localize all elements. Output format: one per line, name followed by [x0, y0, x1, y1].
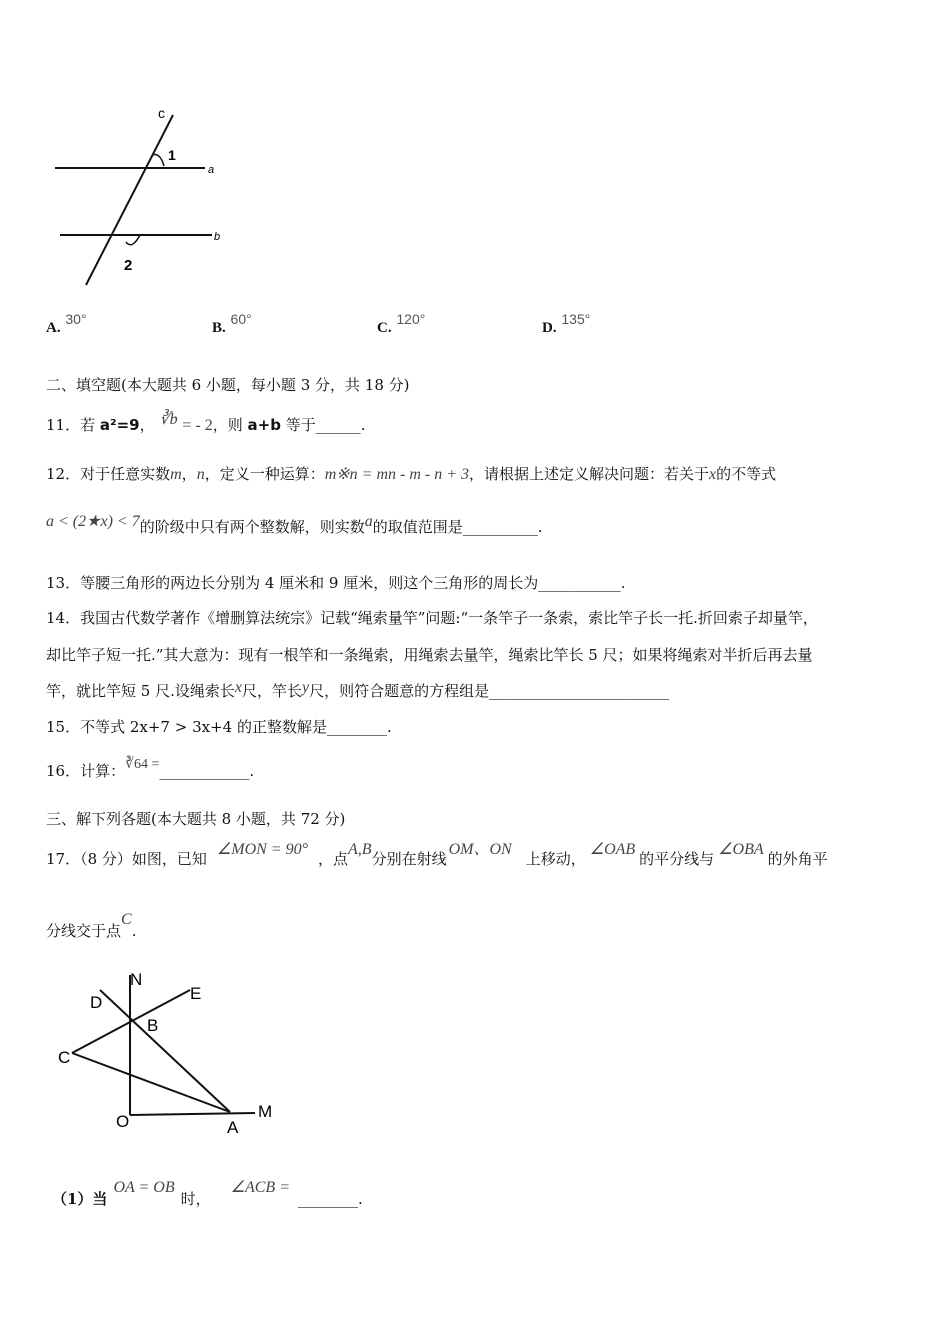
- q11-cbrt: ∛b: [159, 411, 178, 428]
- question-12-line2: [46, 513, 543, 537]
- label-2: 2: [124, 257, 133, 274]
- angle-bisector-figure: [50, 965, 290, 1140]
- q14-l3c: 尺，则符合题意的方程组是________________________: [309, 682, 670, 700]
- q12-t2: ，定义一种运算：: [204, 465, 325, 483]
- label-1: 1: [168, 147, 176, 163]
- question-15: 15．不等式 2x+7 > 3x+4 的正整数解是________.: [46, 718, 392, 736]
- q11-sep: ，: [139, 416, 155, 434]
- q17-c: C: [121, 911, 132, 928]
- line-CA: [72, 1053, 230, 1112]
- q14-l3a: 竿，就比竿短 5 尺.设绳索长: [46, 682, 235, 700]
- q12-t6: 的取值范围是__________.: [372, 518, 543, 536]
- section-2-title: 二、填空题(本大题共 6 小题，每小题 3 分，共 18 分): [46, 376, 410, 394]
- option-letter: A.: [46, 320, 61, 336]
- question-13: 13．等腰三角形的两边长分别为 4 厘米和 9 厘米，则这个三角形的周长为___________.: [46, 574, 626, 592]
- label-A: A: [227, 1118, 239, 1137]
- q11-num: 11．: [46, 416, 81, 434]
- option-value: 120°: [396, 311, 426, 327]
- option-letter: D.: [542, 320, 557, 336]
- label-O: O: [116, 1112, 130, 1131]
- option-b[interactable]: [212, 311, 252, 337]
- q17-1-post: ________.: [297, 1190, 363, 1208]
- option-value: 60°: [230, 311, 252, 327]
- label-E: E: [190, 984, 202, 1003]
- parallel-lines-figure: [40, 100, 240, 295]
- q14-x: x: [234, 679, 242, 696]
- label-D: D: [90, 993, 103, 1012]
- q17-1-pre: （1）当: [52, 1190, 108, 1208]
- question-12-line1: [46, 463, 776, 484]
- q17-1-cond: OA = OB: [113, 1179, 175, 1196]
- q12-t4: 的不等式: [716, 465, 777, 483]
- q16-pre: 16．计算：: [46, 762, 126, 780]
- label-b: b: [214, 231, 221, 243]
- q11-mid: ，则: [212, 416, 243, 434]
- question-11: [46, 411, 366, 435]
- q17-angle: ∠MON = 90°: [216, 841, 308, 858]
- q16-expr: ∛64 =: [125, 757, 160, 772]
- q12-comma: ，: [181, 465, 197, 483]
- q11-expr: a+b: [247, 416, 281, 434]
- q16-post: ____________.: [159, 762, 255, 780]
- question-16: [46, 757, 255, 781]
- q17-1-acb: ∠ACB =: [230, 1179, 290, 1196]
- label-M: M: [258, 1102, 273, 1121]
- q14-y: y: [301, 679, 310, 696]
- option-letter: C.: [377, 320, 392, 336]
- q17-ab: A,B: [348, 841, 372, 858]
- option-a[interactable]: [46, 311, 87, 337]
- question-17-line2: [46, 911, 137, 941]
- q17-t5: 的外角平: [767, 850, 828, 868]
- label-c: c: [158, 105, 165, 121]
- q11-post: 等于______.: [285, 416, 366, 434]
- label-N: N: [130, 970, 143, 989]
- angle-1-arc: [152, 154, 164, 166]
- question-17-line1: [46, 841, 828, 869]
- label-a: a: [208, 164, 215, 176]
- label-B: B: [147, 1016, 159, 1035]
- q17-t1: ，点: [318, 850, 349, 868]
- q17-line2: 分线交于点: [46, 922, 122, 940]
- q11-eq1: a²=9: [99, 416, 140, 434]
- q17-oab: ∠OAB: [589, 841, 636, 858]
- option-value: 135°: [561, 311, 591, 327]
- q11-eq2: = - 2: [182, 417, 213, 434]
- q17-rays: OM、ON: [448, 841, 512, 858]
- q17-num: 17．（8 分）如图，已知: [46, 850, 207, 868]
- question-14-line1: 14．我国古代数学著作《增删算法统宗》记载“绳索量竿”问题:“一条竿子一条索，索比竿子长一托.折回索子却量竿，: [46, 609, 818, 627]
- ray-OM: [130, 1113, 255, 1115]
- q12-t3: ，请根据上述定义解决问题：若关于: [469, 465, 710, 483]
- q17-end: .: [131, 922, 137, 940]
- option-letter: B.: [212, 320, 226, 336]
- question-17-part-1: [52, 1179, 363, 1209]
- q12-ineq: a < (2★x) < 7: [46, 513, 140, 530]
- q17-t3: 上移动，: [525, 850, 586, 868]
- q12-t1: 对于任意实数: [80, 465, 171, 483]
- q12-m: m: [170, 466, 182, 483]
- q17-oba: ∠OBA: [718, 841, 764, 858]
- section-3-title: 三、解下列各题(本大题共 8 小题，共 72 分): [46, 810, 346, 828]
- q17-t4: 的平分线与: [639, 850, 715, 868]
- angle-2-arc: [126, 235, 140, 245]
- label-C: C: [58, 1048, 71, 1067]
- q17-t2: 分别在射线: [371, 850, 447, 868]
- q12-t5: 的阶级中只有两个整数解，则实数: [139, 518, 365, 536]
- question-14-line3: [46, 680, 669, 701]
- line-AB-extended: [100, 990, 230, 1112]
- q17-1-mid: 时，: [180, 1190, 211, 1208]
- q11-pre: 若: [80, 416, 96, 434]
- question-14-line2: 却比竿子短一托.”其大意为：现有一根竿和一条绳索，用绳索去量竿，绳索比竿长 5 尺；如果将绳索对半折后再去量: [46, 646, 813, 664]
- q14-l3b: 尺，竿长: [241, 682, 302, 700]
- option-c[interactable]: [377, 311, 426, 337]
- q12-a: a: [364, 513, 373, 530]
- option-value: 30°: [65, 311, 87, 327]
- q12-x: x: [709, 466, 717, 483]
- option-d[interactable]: [542, 311, 591, 337]
- q12-num: 12．: [46, 465, 81, 483]
- q12-op: m※n = mn - m - n + 3: [324, 466, 470, 483]
- q12-n: n: [196, 466, 205, 483]
